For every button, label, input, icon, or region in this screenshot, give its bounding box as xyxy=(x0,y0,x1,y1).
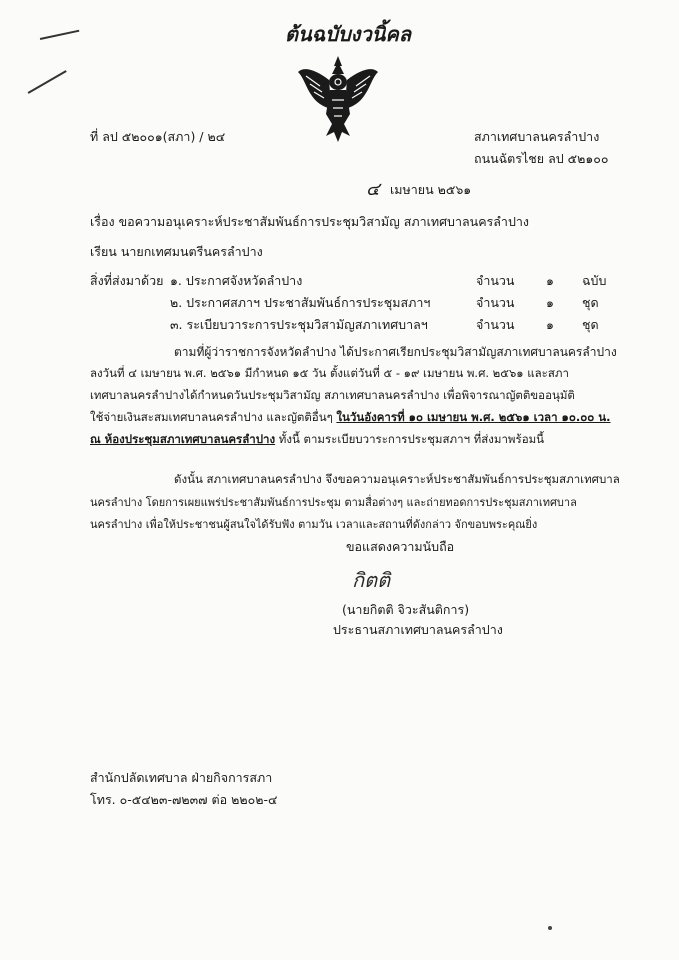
pen-mark-2 xyxy=(28,70,67,93)
body-paragraph-1-line: เทศบาลนครลำปางได้กำหนดวันประชุมวิสามัญ สภาเทศบาลนครลำปาง เพื่อพิจารณาญัตติขออนุมัติ xyxy=(90,388,575,402)
enclosure-unit: ชุด xyxy=(582,295,599,310)
body-paragraph-1-line xyxy=(90,409,611,427)
closing-salutation: ขอแสดงความนับถือ xyxy=(346,539,455,554)
enclosure-qty: ๑ xyxy=(546,273,554,288)
body-text: ใช้จ่ายเงินสะสมเทศบาลนครลำปาง และญัตติอื่นๆ xyxy=(90,410,337,424)
body-paragraph-2-line: นครลำปาง เพื่อให้ประชาชนผู้สนใจได้รับฟัง ตามวัน เวลาและสถานที่ดังกล่าว จักขอบพระคุณยิ่ง xyxy=(90,518,538,531)
enclosure-qty-label: จำนวน xyxy=(476,317,515,332)
body-paragraph-2-line: ดังนั้น สภาเทศบาลนครลำปาง จึงขอความอนุเคราะห์ประชาสัมพันธ์การประชุมสภาเทศบาล xyxy=(174,472,620,486)
enclosure-unit: ชุด xyxy=(582,317,599,332)
body-paragraph-2-line: นครลำปาง โดยการเผยแพร่ประชาสัมพันธ์การประชุม ตามสื่อต่างๆ และถ่ายทอดการประชุมสภาเทศบาล xyxy=(90,496,577,509)
enclosure-qty: ๑ xyxy=(546,317,554,332)
signatory-name: (นายกิตติ จิวะสันติการ) xyxy=(342,602,470,617)
garuda-emblem xyxy=(296,52,380,144)
footer-phone: โทร. ๐-๕๔๒๓-๗๒๓๗ ต่อ ๒๒๐๒-๔ xyxy=(90,792,278,807)
body-text: ทั้งนี้ ตามระเบียบวาระการประชุมสภาฯ ที่ส่งมาพร้อมนี้ xyxy=(275,432,545,446)
page-speck xyxy=(548,926,552,930)
date: เมษายน ๒๕๖๑ xyxy=(390,182,472,197)
enclosure-item-text: ๑. ประกาศจังหวัดลำปาง xyxy=(170,273,303,288)
body-paragraph-1-line: ลงวันที่ ๔ เมษายน พ.ศ. ๒๕๖๑ มีกำหนด ๑๕ วัน ตั้งแต่วันที่ ๕ - ๑๙ เมษายน พ.ศ. ๒๕๖๑ และสภา xyxy=(90,366,569,380)
footer-office: สำนักปลัดเทศบาล ฝ่ายกิจการสภา xyxy=(90,770,273,785)
recipient: เรียน นายกเทศมนตรีนครลำปาง xyxy=(90,244,263,259)
body-paragraph-1-line xyxy=(90,431,544,449)
signatory-title: ประธานสภาเทศบาลนครลำปาง xyxy=(333,622,503,637)
pen-mark-1 xyxy=(40,30,79,40)
meeting-venue: ณ ห้องประชุมสภาเทศบาลนครลำปาง xyxy=(90,432,276,446)
body-paragraph-1-line: ตามที่ผู้ว่าราชการจังหวัดลำปาง ได้ประกาศเรียกประชุมวิสามัญสภาเทศบาลนครลำปาง xyxy=(174,345,617,359)
org-name: สภาเทศบาลนครลำปาง xyxy=(474,129,600,144)
date-day: ๔ xyxy=(366,179,380,200)
enclosure-qty-label: จำนวน xyxy=(476,273,515,288)
handwritten-stamp: ต้นฉบับงวนิ้คล xyxy=(285,22,411,46)
enclosure-item-text: ๒. ประกาศสภาฯ ประชาสัมพันธ์การประชุมสภาฯ xyxy=(170,295,431,310)
signature: กิตติ xyxy=(352,568,391,592)
enclosure-qty-label: จำนวน xyxy=(476,295,515,310)
enclosures-label: สิ่งที่ส่งมาด้วย xyxy=(90,273,164,288)
subject: เรื่อง ขอความอนุเคราะห์ประชาสัมพันธ์การประชุมวิสามัญ สภาเทศบาลนครลำปาง xyxy=(90,214,530,229)
enclosure-unit: ฉบับ xyxy=(582,273,607,288)
reference-number: ที่ ลป ๕๒๐๐๑(สภา) / ๒๔ xyxy=(90,129,226,144)
enclosure-qty: ๑ xyxy=(546,295,554,310)
meeting-datetime: ในวันอังคารที่ ๑๐ เมษายน พ.ศ. ๒๕๖๑ เวลา ๑๐.๐๐ น. xyxy=(336,410,611,424)
org-address: ถนนฉัตรไชย ลป ๕๒๑๐๐ xyxy=(474,151,609,166)
enclosure-item-text: ๓. ระเบียบวาระการประชุมวิสามัญสภาเทศบาลฯ xyxy=(170,317,428,332)
